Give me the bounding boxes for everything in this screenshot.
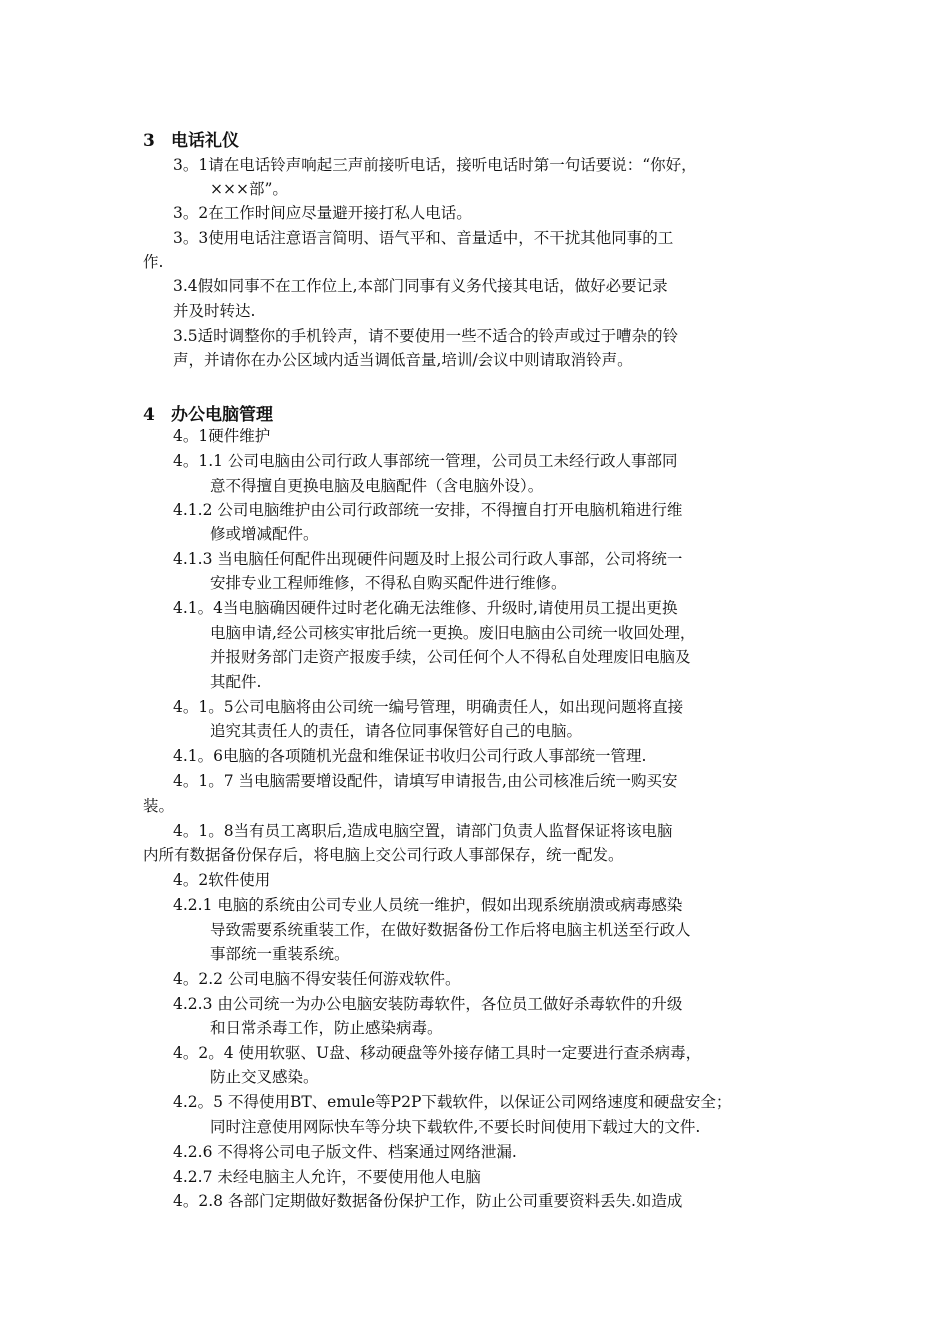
section-title: 办公电脑管理 [171,405,273,425]
paragraph-line: 电脑申请,经公司核实审批后统一更换。废旧电脑由公司统一收回处理， [210,624,696,642]
paragraph-line: 3.5适时调整你的手机铃声，请不要使用一些不适合的铃声或过于嘈杂的铃 [173,327,679,345]
section-4-heading [143,400,273,425]
paragraph-line: 事部统一重装系统。 [210,945,350,963]
paragraph-line: 其配件. [210,673,262,691]
paragraph-line: 3。1请在电话铃声响起三声前接听电话，接听电话时第一句话要说：“你好， [173,156,697,174]
paragraph-line: 和日常杀毒工作，防止感染病毒。 [210,1019,443,1037]
paragraph-line: 4.2.3 由公司统一为办公电脑安装防毒软件，各位员工做好杀毒软件的升级 [173,995,683,1013]
paragraph-line: 4.2。5 不得使用BT、emule等P2P下载软件，以保证公司网络速度和硬盘安全； [173,1093,732,1111]
paragraph-line: 3.4假如同事不在工作位上,本部门同事有义务代接其电话，做好必要记录 [173,277,668,295]
section-number: 4 [143,405,155,425]
section-3-heading [143,126,239,151]
paragraph-line: 4.1.2 公司电脑维护由公司行政部统一安排，不得擅自打开电脑机箱进行维 [173,501,683,519]
subsection-heading: 4。2软件使用 [173,871,271,889]
paragraph-line: 内所有数据备份保存后，将电脑上交公司行政人事部保存，统一配发。 [143,846,624,864]
paragraph-line: 4。1。8当有员工离职后,造成电脑空置，请部门负责人监督保证将该电脑 [173,822,673,840]
section-number: 3 [143,131,155,151]
subsection-heading: 4。1硬件维护 [173,427,271,445]
section-title: 电话礼仪 [171,131,239,151]
paragraph-line: 导致需要系统重装工作，在做好数据备份工作后将电脑主机送至行政人 [210,921,691,939]
paragraph-line: 4.1。6电脑的各项随机光盘和维保证书收归公司行政人事部统一管理. [173,747,647,765]
paragraph-line: 声，并请你在办公区域内适当调低音量,培训/会议中则请取消铃声。 [173,351,633,369]
paragraph-line: 4。1。7 当电脑需要增设配件，请填写申请报告,由公司核准后统一购买安 [173,772,678,790]
paragraph-line: 4.1.3 当电脑任何配件出现硬件问题及时上报公司行政人事部，公司将统一 [173,550,683,568]
paragraph-line: 装。 [143,797,175,815]
paragraph-line: 4。2。4 使用软驱、U盘、移动硬盘等外接存储工具时一定要进行查杀病毒， [173,1044,702,1062]
paragraph-line: 防止交叉感染。 [210,1068,319,1086]
paragraph-line: 4.2.6 不得将公司电子版文件、档案通过网络泄漏. [173,1143,517,1161]
paragraph-line: 4。2.8 各部门定期做好数据备份保护工作，防止公司重要资料丢失.如造成 [173,1192,683,1210]
paragraph-line: 4。1.1 公司电脑由公司行政人事部统一管理，公司员工未经行政人事部同 [173,452,678,470]
paragraph-line: 追究其责任人的责任，请各位同事保管好自己的电脑。 [210,722,583,740]
paragraph-line: 4.2.7 未经电脑主人允许，不要使用他人电脑 [173,1168,481,1186]
paragraph-line: 修或增减配件。 [210,525,319,543]
paragraph-line: 安排专业工程师维修，不得私自购买配件进行维修。 [210,574,567,592]
paragraph-line: 意不得擅自更换电脑及电脑配件（含电脑外设）。 [210,477,544,495]
paragraph-line: ×××部”。 [210,180,288,198]
paragraph-line: 4。2.2 公司电脑不得安装任何游戏软件。 [173,970,461,988]
paragraph-line: 同时注意使用网际快车等分块下载软件,不要长时间使用下载过大的文件. [210,1118,701,1136]
paragraph-line: 并报财务部门走资产报废手续，公司任何个人不得私自处理废旧电脑及 [210,648,691,666]
paragraph-line: 3。3使用电话注意语言简明、语气平和、音量适中，不干扰其他同事的工 [173,229,674,247]
paragraph-line: 4。1。5公司电脑将由公司统一编号管理，明确责任人，如出现问题将直接 [173,698,684,716]
paragraph-line: 4.2.1 电脑的系统由公司专业人员统一维护，假如出现系统崩溃或病毒感染 [173,896,683,914]
paragraph-line: 3。2在工作时间应尽量避开接打私人电话。 [173,204,472,222]
paragraph-line: 作. [143,253,164,271]
paragraph-line: 并及时转达. [173,302,256,320]
paragraph-line: 4.1。4当电脑确因硬件过时老化确无法维修、升级时,请使用员工提出更换 [173,599,678,617]
